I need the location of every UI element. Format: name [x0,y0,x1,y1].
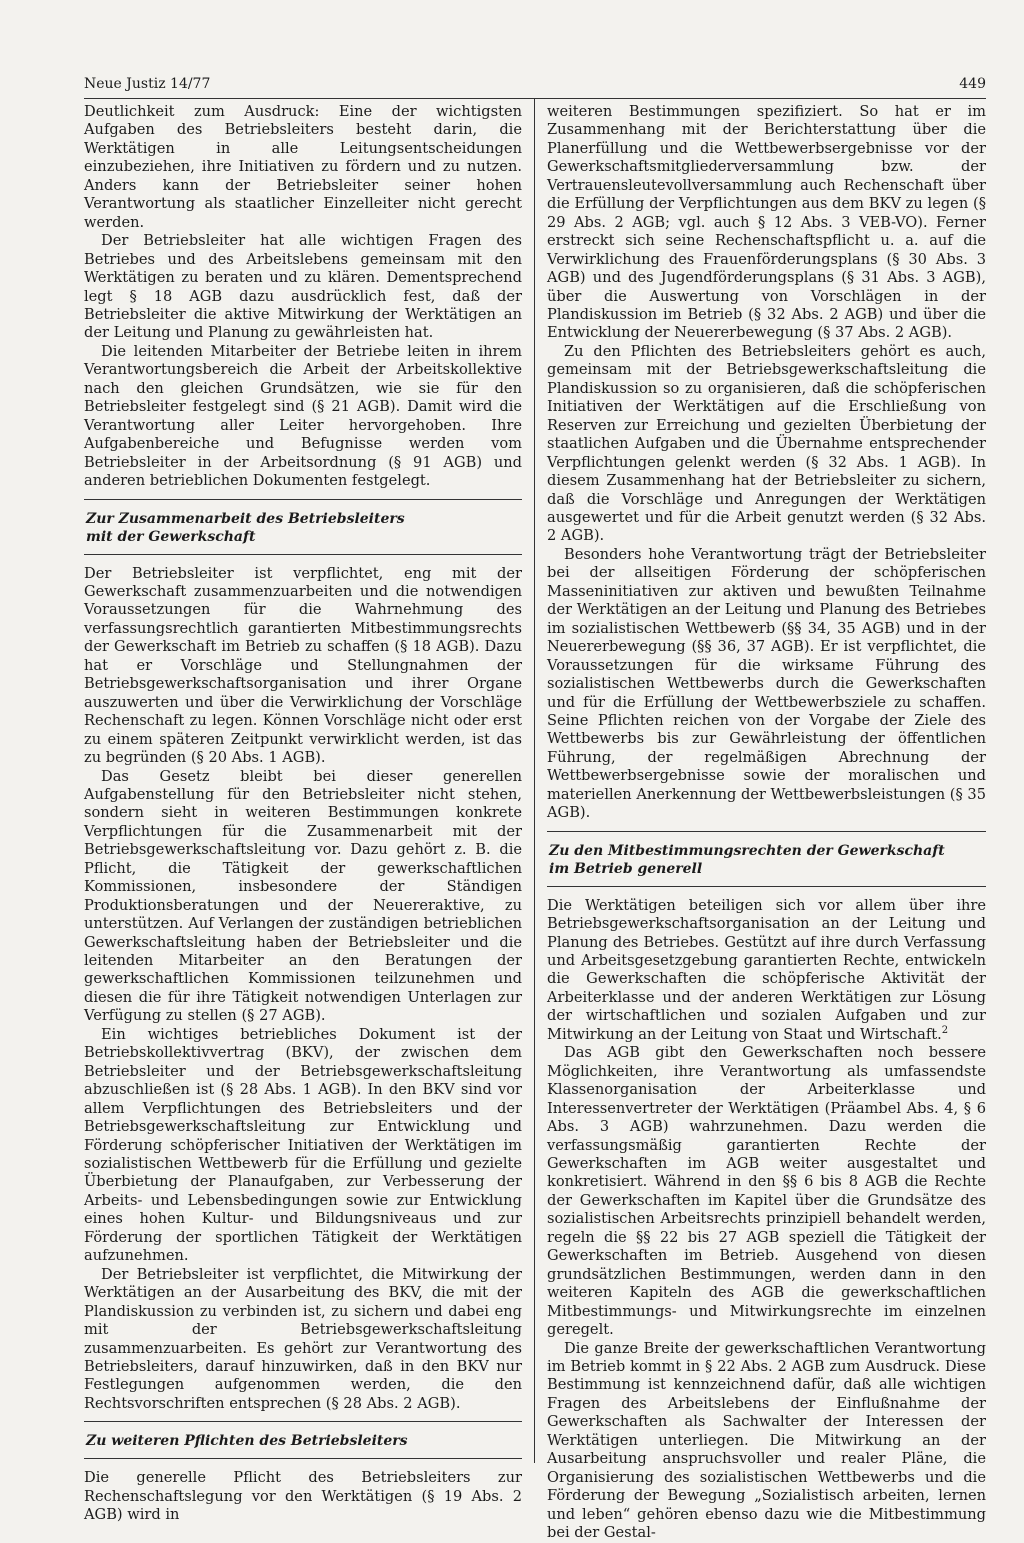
section-heading-line: Zu den Mitbestimmungsrechten der Gewerkschaft [549,842,945,859]
section-heading-line: im Betrieb generell [549,860,703,877]
section-heading [547,831,986,887]
paragraph: Das AGB gibt den Gewerkschaften noch bessere Möglichkeiten, ihre Verantwortung als umfassendste Klassenorganisation der Arbeiterklasse und Interessenvertreter der Werktätigen (Präambel Abs. 4, § 6 Abs. 3 AGB) wahrzunehmen. Dazu werden die verfassungsmäßig garantierten Rechte der Gewerkschaften im AGB weiter ausgestaltet und konkretisiert. Während in den §§ 6 bis 8 AGB die Rechte der Gewerkschaften im Kapitel über die Grundsätze des sozialistischen Arbeitsrechts prinzipiell behandelt werden, regeln die §§ 22 bis 27 AGB speziell die Tätigkeit der Gewerkschaften im Betrieb. Ausgehend von diesen grundsätzlichen Bestimmungen, werden dann in den weiteren Kapiteln des AGB die gewerkschaftlichen Mitbestimmungs- und Mitwirkungsrechte im einzelnen geregelt. [547,1044,986,1339]
paragraph: Die generelle Pflicht des Betriebsleiters zur Rechenschaftslegung vor den Werktätigen (§ 19 Abs. 2 AGB) wird in [84,1469,522,1524]
page-number: 449 [959,76,986,92]
paragraph: Der Betriebsleiter ist verpflichtet, die Mitwirkung der Werktätigen an der Ausarbeitung des BKV, die mit der Plandiskussion zu verbinden ist, zu sichern und dabei eng mit der Betriebsgewerkschaftsleitung zusammenzuarbeiten. Es gehört zur Verantwortung des Betriebsleiters, darauf hinzuwirken, daß in den BKV nur Festlegungen aufgenommen werden, die den Rechtsvorschriften entsprechen (§ 28 Abs. 2 AGB). [84,1265,522,1412]
section-heading [84,1421,522,1459]
right-column [547,103,986,1543]
journal-title: Neue Justiz 14/77 [84,76,211,92]
footnote-marker[interactable]: 2 [941,1024,949,1036]
paragraph: Deutlichkeit zum Ausdruck: Eine der wichtigsten Aufgaben des Betriebsleiters besteht darin, die Werktätigen in alle Leitungsentscheidungen einzubeziehen, ihre Initiativen zu fördern und zu nutzen. Anders kann der Betriebsleiter seiner hohen Verantwortung als staatlicher Einzelleiter nicht gerecht werden. [84,103,522,231]
paragraph [547,897,986,1045]
section-heading-line: mit der Gewerkschaft [86,528,256,545]
page-header [84,76,986,98]
column-divider [534,98,535,1463]
paragraph: Der Betriebsleiter hat alle wichtigen Fragen des Betriebes und des Arbeitslebens gemeinsam mit den Werktätigen zu beraten und zu klären. Dementsprechend legt § 18 AGB dazu ausdrücklich fest, daß der Betriebsleiter die aktive Mitwirkung der Werktätigen an der Leitung und Planung zu gewährleisten hat. [84,232,522,342]
paragraph: Die leitenden Mitarbeiter der Betriebe leiten in ihrem Verantwortungsbereich die Arbeit der Arbeitskollektive nach den gleichen Grundsätzen, wie sie für den Betriebsleiter festgelegt sind (§ 21 AGB). Damit wird die Verantwortung aller Leiter hervorgehoben. Ihre Aufgabenbereiche und Befugnisse werden vom Betriebsleiter in der Arbeitsordnung (§ 91 AGB) und anderen betrieblichen Dokumenten festgelegt. [84,342,522,490]
paragraph-text: Die Werktätigen beteiligen sich vor allem über ihre Betriebsgewerkschaftsorganisation an der Leitung und Planung des Betriebes. Gestützt auf ihre durch Verfassung und Arbeitsgesetzgebung garantierten Rechte, entwickeln die Gewerkschaften die schöpferische Aktivität der Arbeiterklasse und der anderen Werktätigen zur Lösung der wirtschaftlichen und sozialen Aufgaben und zur Mitwirkung an der Leitung von Staat und Wirtschaft. [547,896,986,1043]
section-heading-line: Zur Zusammenarbeit des Betriebsleiters [86,510,405,527]
paragraph: Ein wichtiges betriebliches Dokument ist der Betriebskollektivvertrag (BKV), der zwischen dem Betriebsleiter und der Betriebsgewerkschaftsleitung abzuschließen ist (§ 28 Abs. 1 AGB). In den BKV sind vor allem Verpflichtungen des Betriebsleiters und der Betriebsgewerkschaftsleitung zur Entwicklung und Förderung schöpferischer Initiativen der Werktätigen im sozialistischen Wettbewerb für die Erfüllung und gezielte Überbietung der Planaufgaben, zur Verbesserung der Arbeits- und Lebensbedingungen sowie zur Entwicklung eines hohen Kultur- und Bildungsniveaus und zur Förderung der sportlichen Tätigkeit der Werktätigen aufzunehmen. [84,1025,522,1265]
section-heading-line: Zu weiteren Pflichten des Betriebsleiters [86,1433,408,1450]
paragraph: Besonders hohe Verantwortung trägt der Betriebsleiter bei der allseitigen Förderung der schöpferischen Masseninitiativen zur aktiven und bewußten Teilnahme der Werktätigen an der Leitung und Planung des Betriebes im sozialistischen Wettbewerb (§§ 34, 35 AGB) und in der Neuererbewegung (§§ 36, 37 AGB). Er ist verpflichtet, die Voraussetzungen für die wirksame Führung des sozialistischen Wettbewerbs durch die Gewerkschaften und für die Erfüllung der Wettbewerbsziele zu schaffen. Seine Pflichten reichen von der Vorgabe der Ziele des Wettbewerbs bis zur Gewährleistung der öffentlichen Führung, der regelmäßigen Abrechnung der Wettbewerbsergebnisse sowie der moralischen und materiellen Anerkennung der Wettbewerbsleistungen (§ 35 AGB). [547,545,986,822]
paragraph: Zu den Pflichten des Betriebsleiters gehört es auch, gemeinsam mit der Betriebsgewerkschaftsleitung die Plandiskussion so zu organisieren, daß die schöpferischen Initiativen der Werktätigen auf die Erschließung von Reserven zur Erreichung und gezielten Überbietung der staatlichen Aufgaben und die Übernahme entsprechender Verpflichtungen gelenkt werden (§ 32 Abs. 1 AGB). In diesem Zusammenhang hat der Betriebsleiter zu sichern, daß die Vorschläge und Anregungen der Werktätigen ausgewertet und für die Arbeit genutzt werden (§ 32 Abs. 2 AGB). [547,342,986,545]
left-column [84,103,522,1525]
paragraph: Der Betriebsleiter ist verpflichtet, eng mit der Gewerkschaft zusammenzuarbeiten und die notwendigen Voraussetzungen für die Wahrnehmung des verfassungsrechtlich garantierten Mitbestimmungsrechts der Gewerkschaft im Betrieb zu schaffen (§ 18 AGB). Dazu hat er Vorschläge und Stellungnahmen der Betriebsgewerkschaftsorganisation und ihrer Organe auszuwerten und über die Verwirklichung der Vorschläge Rechenschaft zu legen. Können Vorschläge nicht oder erst zu einem späteren Zeitpunkt verwirklicht werden, ist das zu begründen (§ 20 Abs. 1 AGB). [84,564,522,767]
paragraph: Das Gesetz bleibt bei dieser generellen Aufgabenstellung für den Betriebsleiter nicht stehen, sondern sieht in weiteren Bestimmungen konkrete Verpflichtungen für die Zusammenarbeit mit der Betriebsgewerkschaftsleitung vor. Dazu gehört z. B. die Pflicht, die Tätigkeit der gewerkschaftlichen Kommissionen, insbesondere der Ständigen Produktionsberatungen und der Neuereraktive, zu unterstützen. Auf Verlangen der zuständigen betrieblichen Gewerkschaftsleitung haben der Betriebsleiter und die leitenden Mitarbeiter an den Beratungen der gewerkschaftlichen Kommissionen teilzunehmen und diesen die für ihre Tätigkeit notwendigen Unterlagen zur Verfügung zu stellen (§ 27 AGB). [84,767,522,1025]
header-rule [84,98,986,99]
paragraph: weiteren Bestimmungen spezifiziert. So hat er im Zusammenhang mit der Berichterstattung über die Planerfüllung und die Wettbewerbsergebnisse vor der Gewerkschaftsmitgliederversammlung bzw. der Vertrauensleutevollversammlung auch Rechenschaft über die Erfüllung der Verpflichtungen aus dem BKV zu legen (§ 29 Abs. 2 AGB; vgl. auch § 12 Abs. 3 VEB-VO). Ferner erstreckt sich seine Rechenschaftspflicht u. a. auf die Verwirklichung des Frauenförderungsplans (§ 30 Abs. 3 AGB) und des Jugendförderungsplans (§ 31 Abs. 3 AGB), über die Auswertung von Vorschlägen in der Plandiskussion im Betrieb (§ 32 Abs. 2 AGB) und über die Entwicklung der Neuererbewegung (§ 37 Abs. 2 AGB). [547,103,986,342]
section-heading [84,499,522,555]
paragraph: Die ganze Breite der gewerkschaftlichen Verantwortung im Betrieb kommt in § 22 Abs. 2 AGB zum Ausdruck. Diese Bestimmung ist kennzeichnend dafür, daß alle wichtigen Fragen des Arbeitslebens der Einflußnahme der Gewerkschaften als Sachwalter der Interessen der Werktätigen unterliegen. Die Mitwirkung an der Ausarbeitung anspruchsvoller und realer Pläne, die Organisierung des sozialistischen Wettbewerbs und die Förderung der Bewegung „Sozialistisch arbeiten, lernen und leben“ gehören ebenso dazu wie die Mitbestimmung bei der Gestal- [547,1339,986,1542]
